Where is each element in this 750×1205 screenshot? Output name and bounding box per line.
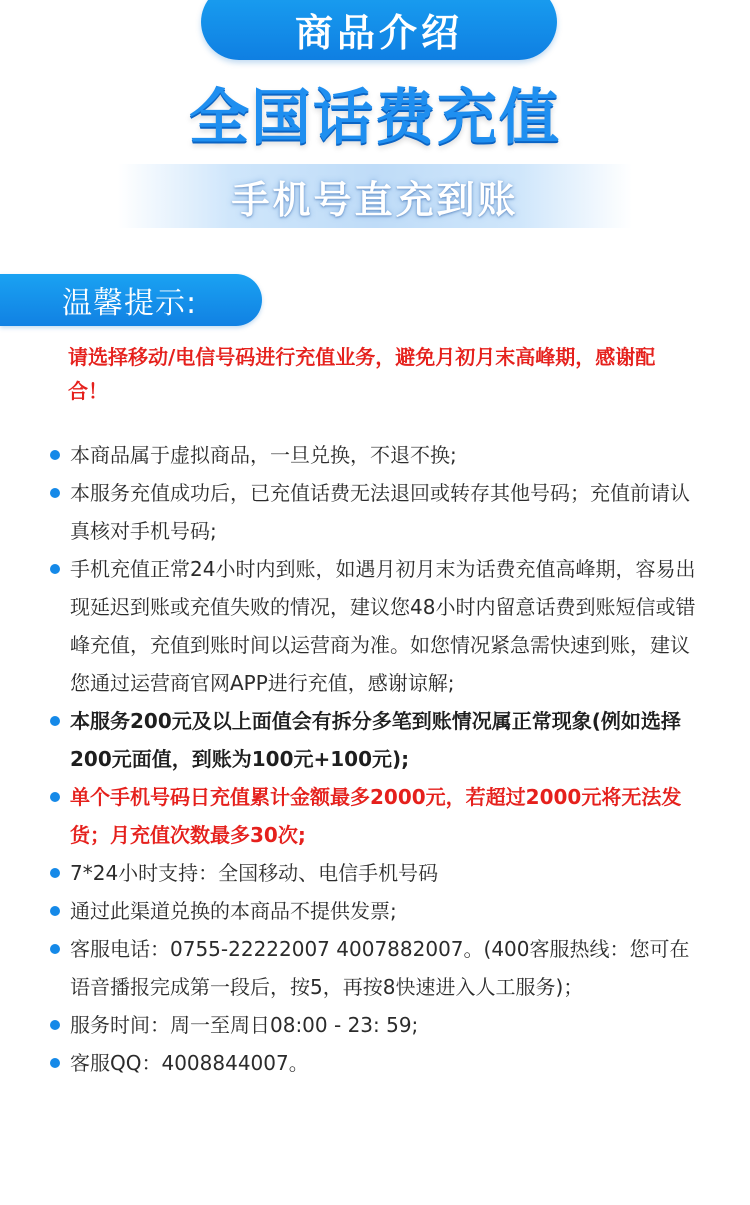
tip-label: 温馨提示: [62,286,198,321]
list-item-text: 服务时间：周一至周日08:00 - 23: 59; [70,1013,419,1037]
list-item-text: 通过此渠道兑换的本商品不提供发票; [70,899,397,923]
dot-bullet-icon [50,564,60,574]
subtitle-banner [118,164,632,228]
list-item [0,702,750,778]
list-item-text: 客服QQ：4008844007。 [70,1051,309,1075]
list-item [0,436,750,474]
list-item [0,854,750,892]
list-item-text: 本服务200元及以上面值会有拆分多笔到账情况属正常现象(例如选择200元面值，到账为100元+100元); [70,709,681,771]
info-list [0,436,750,1082]
section-header-label: 商品介绍 [294,10,463,55]
list-item-text: 本商品属于虚拟商品，一旦兑换，不退不换; [70,443,457,467]
list-item [0,1006,750,1044]
dot-bullet-icon [50,944,60,954]
dot-bullet-icon [50,792,60,802]
list-item [0,550,750,702]
list-item [0,778,750,854]
list-item-text: 单个手机号码日充值累计金额最多2000元，若超过2000元将无法发货；月充值次数最多30次; [70,785,682,847]
dot-bullet-icon [50,1020,60,1030]
page-title: 全国话费充值 [189,83,561,153]
list-item-text: 客服电话：0755-22222007 4007882007。(400客服热线：您可在语音播报完成第一段后，按5，再按8快速进入人工服务)； [70,937,690,999]
list-item [0,1044,750,1082]
list-item-text: 7*24小时支持：全国移动、电信手机号码 [70,861,439,885]
dot-bullet-icon [50,716,60,726]
dot-bullet-icon [50,488,60,498]
section-header-pill [201,0,557,60]
dot-bullet-icon [50,1058,60,1068]
list-item [0,930,750,1006]
dot-bullet-icon [50,868,60,878]
list-item-text: 本服务充值成功后，已充值话费无法退回或转存其他号码；充值前请认真核对手机号码; [70,481,690,543]
tip-tab [0,274,262,326]
subtitle-text: 手机号直充到账 [231,177,519,222]
list-item [0,474,750,550]
warning-notice: 请选择移动/电信号码进行充值业务，避免月初月末高峰期，感谢配合！ [68,345,656,403]
list-item-text: 手机充值正常24小时内到账，如遇月初月末为话费充值高峰期，容易出现延迟到账或充值失败的情况，建议您48小时内留意话费到账短信或错峰充值，充值到账时间以运营商为准。如您情况紧急需快速到账，建议您通过运营商官网APP进行充值，感谢谅解; [70,557,696,695]
dot-bullet-icon [50,450,60,460]
list-item [0,892,750,930]
dot-bullet-icon [50,906,60,916]
